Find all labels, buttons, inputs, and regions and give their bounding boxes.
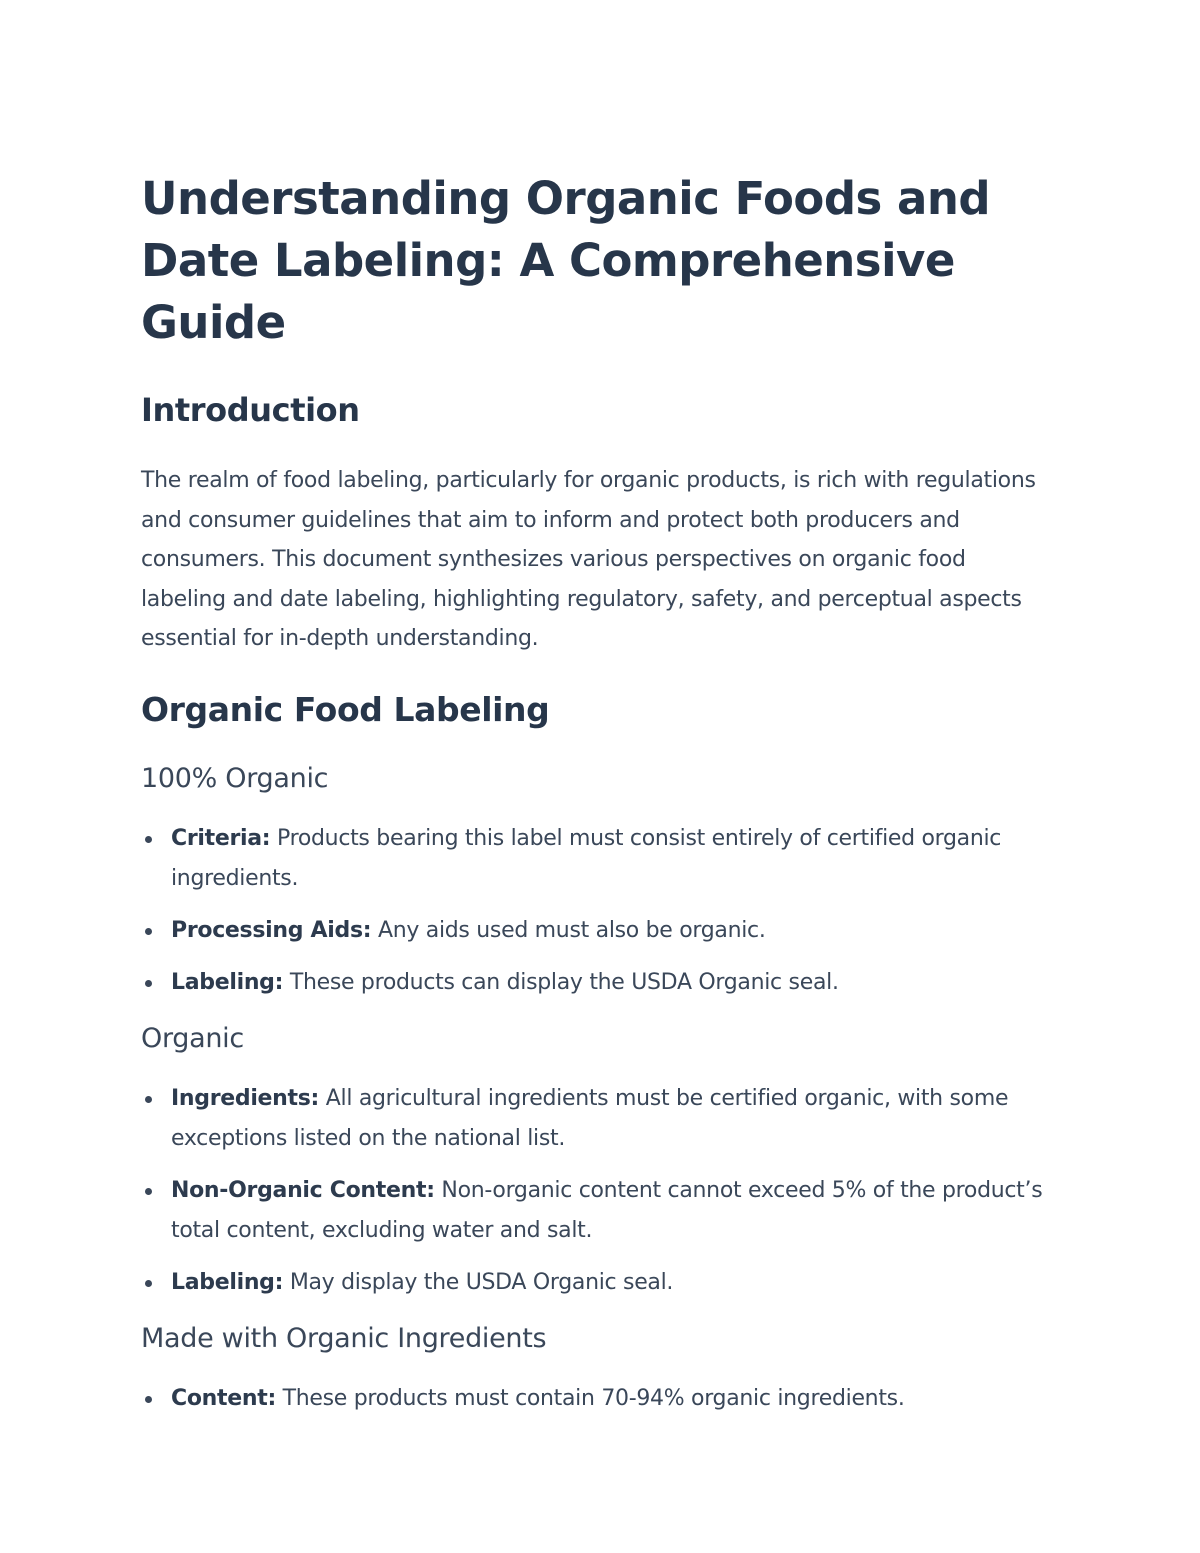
list-item [141, 911, 1051, 951]
introduction-paragraph: The realm of food labeling, particularly for organic products, is rich with regulations and consumer guidelines that aim to inform and protect both producers and consumers. This document synthesizes various perspectives on organic food labeling and date labeling, highlighting regulatory, safety, and perceptual aspects essential for in-depth understanding. [141, 468, 1036, 651]
subsection-heading-100-organic: 100% Organic [141, 762, 329, 794]
bullet-icon [145, 1280, 152, 1287]
bullet-icon [145, 1188, 152, 1195]
bullet-icon [145, 980, 152, 987]
item-text: All agricultural ingredients must be certified organic, with some exceptions listed on the national list. [171, 1085, 1009, 1151]
introduction-heading: Introduction [141, 391, 360, 429]
bullet-icon [145, 836, 152, 843]
document-page [141, 168, 1051, 1431]
subsection-heading-made-with-organic: Made with Organic Ingredients [141, 1322, 547, 1354]
item-label: Processing Aids: [171, 917, 372, 943]
item-text: Any aids used must also be organic. [371, 917, 766, 943]
item-text: May display the USDA Organic seal. [283, 1269, 674, 1295]
bullet-icon [145, 1096, 152, 1103]
list-item [141, 963, 1051, 1003]
subsection-heading-organic: Organic [141, 1022, 244, 1054]
bullet-list-100-organic [141, 819, 1051, 1003]
item-text: These products can display the USDA Organic seal. [283, 969, 839, 995]
list-item [141, 1171, 1051, 1251]
item-label: Ingredients: [171, 1085, 320, 1111]
list-item [141, 1379, 1051, 1419]
list-item [141, 1263, 1051, 1303]
bullet-icon [145, 1396, 152, 1403]
item-label: Content: [171, 1385, 276, 1411]
item-label: Labeling: [171, 969, 284, 995]
bullet-icon [145, 928, 152, 935]
list-item [141, 1079, 1051, 1159]
organic-food-labeling-heading: Organic Food Labeling [141, 689, 550, 729]
item-text: Products bearing this label must consist entirely of certified organic ingredients. [171, 825, 1002, 891]
item-text: These products must contain 70-94% organic ingredients. [275, 1385, 905, 1411]
document-title: Understanding Organic Foods and Date Labeling: A Comprehensive Guide [141, 172, 991, 349]
item-label: Criteria: [171, 825, 271, 851]
list-item [141, 819, 1051, 899]
item-label: Non-Organic Content: [171, 1177, 435, 1203]
bullet-list-organic [141, 1079, 1051, 1303]
item-label: Labeling: [171, 1269, 284, 1295]
bullet-list-made-with-organic [141, 1379, 1051, 1419]
item-text: Non-organic content cannot exceed 5% of the product’s total content, excluding water and salt. [171, 1177, 1043, 1243]
